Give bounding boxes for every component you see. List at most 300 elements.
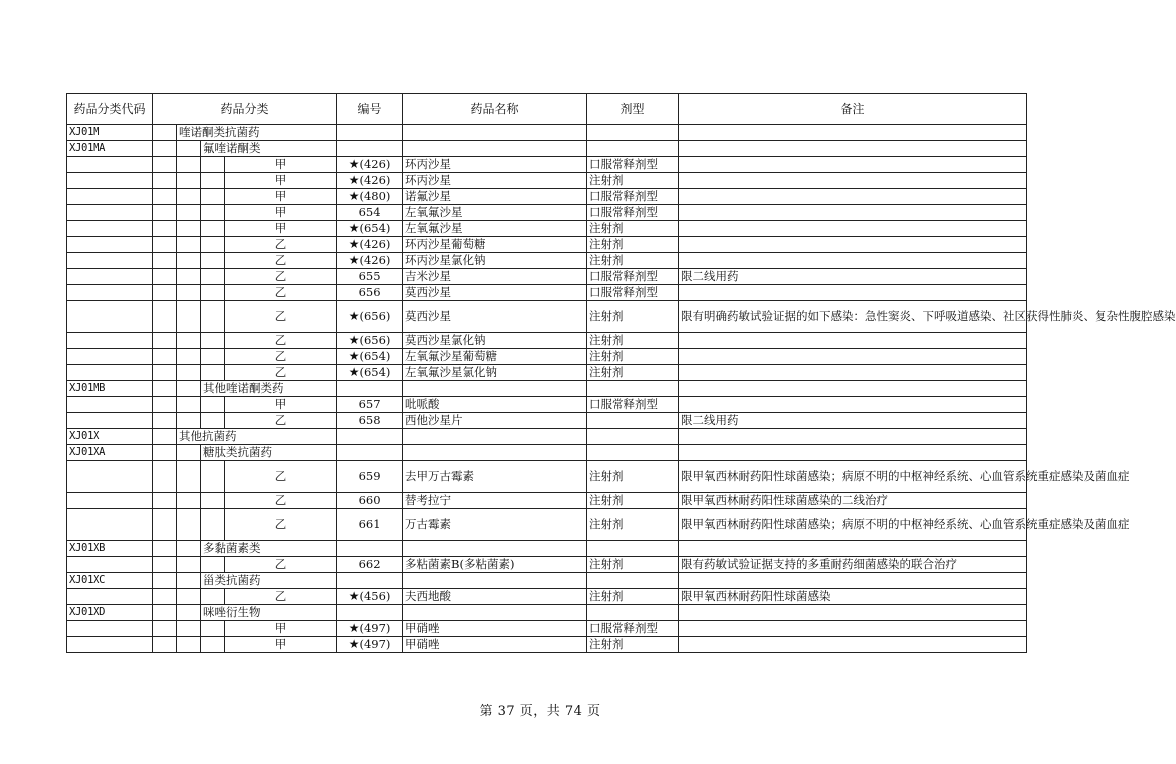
star-icon: ★	[348, 173, 360, 187]
drug-number	[337, 621, 403, 637]
indent-cell	[153, 429, 177, 445]
category-code: XJ01XD	[67, 605, 153, 621]
grade-cell: 乙	[225, 301, 337, 333]
table-row	[67, 397, 1027, 413]
remarks	[679, 637, 1027, 653]
subcategory-label: 其他喹诺酮类药	[201, 381, 337, 397]
table-row	[67, 141, 1027, 157]
category-code	[67, 301, 153, 333]
drug-number	[337, 365, 403, 381]
drug-number-text: 660	[358, 493, 381, 507]
drug-name: 莫西沙星	[403, 301, 587, 333]
indent-cell	[153, 573, 177, 589]
drug-name: 莫西沙星氯化钠	[403, 333, 587, 349]
drug-name-cell	[403, 141, 587, 157]
indent-cell	[201, 557, 225, 573]
category-code	[67, 253, 153, 269]
remarks-cell	[679, 141, 1027, 157]
indent-cell	[177, 189, 201, 205]
drug-number	[337, 269, 403, 285]
grade-cell: 乙	[225, 253, 337, 269]
drug-number-text: 656	[358, 285, 381, 299]
indent-cell	[201, 301, 225, 333]
indent-cell	[177, 253, 201, 269]
indent-cell	[177, 413, 201, 429]
dosage-form: 注射剂	[587, 493, 679, 509]
table-row	[67, 541, 1027, 557]
dosage-form-cell	[587, 445, 679, 461]
dosage-form: 口服常释剂型	[587, 285, 679, 301]
indent-cell	[153, 621, 177, 637]
category-code	[67, 621, 153, 637]
indent-cell	[153, 461, 177, 493]
drug-number	[337, 637, 403, 653]
drug-name-cell	[403, 445, 587, 461]
table-row	[67, 301, 1027, 333]
drug-name: 多粘菌素B(多粘菌素)	[403, 557, 587, 573]
category-code: XJ01XB	[67, 541, 153, 557]
category-code	[67, 237, 153, 253]
star-icon: ★	[348, 221, 360, 235]
indent-cell	[153, 637, 177, 653]
drug-number-text: (426)	[359, 237, 391, 251]
drug-number-text: (656)	[359, 309, 391, 323]
remarks-cell	[679, 125, 1027, 141]
category-code	[67, 157, 153, 173]
category-code	[67, 413, 153, 429]
drug-name: 吉米沙星	[403, 269, 587, 285]
indent-cell	[177, 621, 201, 637]
indent-cell	[201, 349, 225, 365]
dosage-form: 口服常释剂型	[587, 205, 679, 221]
indent-cell	[201, 173, 225, 189]
dosage-form: 注射剂	[587, 301, 679, 333]
remarks	[679, 621, 1027, 637]
category-label: 其他抗菌药	[177, 429, 337, 445]
number-cell	[337, 445, 403, 461]
remarks-cell	[679, 445, 1027, 461]
dosage-form-cell	[587, 605, 679, 621]
remarks: 限甲氧西林耐药阳性球菌感染；病原不明的中枢神经系统、心血管系统重症感染及菌血症	[679, 461, 1027, 493]
category-code	[67, 557, 153, 573]
remarks	[679, 205, 1027, 221]
drug-number	[337, 333, 403, 349]
drug-number-text: 659	[358, 469, 381, 483]
grade-cell: 乙	[225, 333, 337, 349]
table-row	[67, 381, 1027, 397]
dosage-form	[587, 413, 679, 429]
drug-name: 左氧氟沙星	[403, 205, 587, 221]
indent-cell	[201, 461, 225, 493]
dosage-form: 注射剂	[587, 365, 679, 381]
remarks-cell	[679, 541, 1027, 557]
header-category: 药品分类	[153, 94, 337, 125]
indent-cell	[177, 365, 201, 381]
remarks-cell	[679, 605, 1027, 621]
drug-name: 环丙沙星	[403, 173, 587, 189]
table-row	[67, 221, 1027, 237]
indent-cell	[177, 461, 201, 493]
remarks	[679, 349, 1027, 365]
grade-cell: 乙	[225, 269, 337, 285]
drug-name: 环丙沙星葡萄糖	[403, 237, 587, 253]
drug-name-cell	[403, 541, 587, 557]
indent-cell	[177, 301, 201, 333]
number-cell	[337, 125, 403, 141]
drug-name: 替考拉宁	[403, 493, 587, 509]
indent-cell	[177, 541, 201, 557]
drug-number	[337, 301, 403, 333]
dosage-form-cell	[587, 573, 679, 589]
grade-cell: 乙	[225, 557, 337, 573]
indent-cell	[177, 381, 201, 397]
drug-number-text: (426)	[359, 173, 391, 187]
header-code: 药品分类代码	[67, 94, 153, 125]
remarks	[679, 221, 1027, 237]
drug-name-cell	[403, 429, 587, 445]
dosage-form: 口服常释剂型	[587, 157, 679, 173]
category-code	[67, 461, 153, 493]
dosage-form: 口服常释剂型	[587, 269, 679, 285]
remarks: 限二线用药	[679, 413, 1027, 429]
header-drug-name: 药品名称	[403, 94, 587, 125]
star-icon: ★	[348, 253, 360, 267]
drug-number-text: 654	[358, 205, 381, 219]
subcategory-label: 咪唑衍生物	[201, 605, 337, 621]
dosage-form: 口服常释剂型	[587, 397, 679, 413]
indent-cell	[177, 285, 201, 301]
remarks-cell	[679, 381, 1027, 397]
remarks: 限甲氧西林耐药阳性球菌感染的二线治疗	[679, 493, 1027, 509]
star-icon: ★	[348, 589, 360, 603]
indent-cell	[201, 189, 225, 205]
indent-cell	[153, 557, 177, 573]
category-code: XJ01M	[67, 125, 153, 141]
category-code: XJ01XA	[67, 445, 153, 461]
grade-cell: 乙	[225, 589, 337, 605]
indent-cell	[153, 253, 177, 269]
table-row	[67, 573, 1027, 589]
star-icon: ★	[348, 237, 360, 251]
category-code	[67, 205, 153, 221]
grade-cell: 乙	[225, 461, 337, 493]
dosage-form-cell	[587, 141, 679, 157]
star-icon: ★	[348, 365, 360, 379]
star-icon: ★	[348, 333, 360, 347]
drug-number	[337, 285, 403, 301]
indent-cell	[201, 269, 225, 285]
drug-name: 夫西地酸	[403, 589, 587, 605]
drug-number	[337, 221, 403, 237]
grade-cell: 乙	[225, 509, 337, 541]
indent-cell	[177, 557, 201, 573]
drug-number	[337, 557, 403, 573]
table-row	[67, 205, 1027, 221]
category-label: 喹诺酮类抗菌药	[177, 125, 337, 141]
remarks	[679, 285, 1027, 301]
indent-cell	[201, 493, 225, 509]
remarks-cell	[679, 429, 1027, 445]
drug-name: 莫西沙星	[403, 285, 587, 301]
dosage-form: 注射剂	[587, 557, 679, 573]
indent-cell	[177, 493, 201, 509]
indent-cell	[177, 605, 201, 621]
grade-cell: 甲	[225, 221, 337, 237]
drug-name: 万古霉素	[403, 509, 587, 541]
indent-cell	[177, 269, 201, 285]
indent-cell	[177, 349, 201, 365]
number-cell	[337, 605, 403, 621]
indent-cell	[177, 333, 201, 349]
indent-cell	[153, 349, 177, 365]
indent-cell	[177, 141, 201, 157]
indent-cell	[153, 189, 177, 205]
dosage-form: 注射剂	[587, 349, 679, 365]
table-row	[67, 285, 1027, 301]
category-code	[67, 509, 153, 541]
drug-number	[337, 253, 403, 269]
header-number: 编号	[337, 94, 403, 125]
table-row	[67, 637, 1027, 653]
category-code	[67, 333, 153, 349]
indent-cell	[153, 157, 177, 173]
subcategory-label: 氟喹诺酮类	[201, 141, 337, 157]
table-row	[67, 557, 1027, 573]
grade-cell: 乙	[225, 349, 337, 365]
indent-cell	[153, 173, 177, 189]
indent-cell	[153, 413, 177, 429]
remarks	[679, 237, 1027, 253]
dosage-form: 注射剂	[587, 253, 679, 269]
grade-cell: 乙	[225, 413, 337, 429]
category-code	[67, 269, 153, 285]
drug-name: 吡哌酸	[403, 397, 587, 413]
drug-name: 甲硝唑	[403, 637, 587, 653]
indent-cell	[201, 413, 225, 429]
dosage-form: 注射剂	[587, 173, 679, 189]
category-code	[67, 349, 153, 365]
drug-name: 去甲万古霉素	[403, 461, 587, 493]
drug-number-text: (654)	[359, 349, 391, 363]
indent-cell	[153, 301, 177, 333]
dosage-form: 口服常释剂型	[587, 189, 679, 205]
table-row	[67, 493, 1027, 509]
indent-cell	[201, 157, 225, 173]
drug-number	[337, 493, 403, 509]
drug-name: 环丙沙星	[403, 157, 587, 173]
indent-cell	[153, 205, 177, 221]
number-cell	[337, 381, 403, 397]
indent-cell	[153, 381, 177, 397]
table-row	[67, 269, 1027, 285]
remarks: 限二线用药	[679, 269, 1027, 285]
drug-name-cell	[403, 573, 587, 589]
indent-cell	[177, 573, 201, 589]
grade-cell: 乙	[225, 365, 337, 381]
drug-number-text: 657	[358, 397, 381, 411]
drug-name: 左氧氟沙星	[403, 221, 587, 237]
indent-cell	[201, 637, 225, 653]
subcategory-label: 多黏菌素类	[201, 541, 337, 557]
indent-cell	[153, 237, 177, 253]
grade-cell: 甲	[225, 189, 337, 205]
table-row	[67, 189, 1027, 205]
indent-cell	[201, 253, 225, 269]
indent-cell	[177, 589, 201, 605]
drug-name: 环丙沙星氯化钠	[403, 253, 587, 269]
drug-number	[337, 589, 403, 605]
dosage-form: 口服常释剂型	[587, 621, 679, 637]
table-row	[67, 413, 1027, 429]
dosage-form: 注射剂	[587, 637, 679, 653]
indent-cell	[153, 445, 177, 461]
header-dosage-form: 剂型	[587, 94, 679, 125]
category-code	[67, 189, 153, 205]
drug-number-text: (654)	[359, 221, 391, 235]
table-row	[67, 509, 1027, 541]
drug-name-cell	[403, 381, 587, 397]
dosage-form: 注射剂	[587, 221, 679, 237]
drug-number	[337, 237, 403, 253]
indent-cell	[201, 333, 225, 349]
indent-cell	[153, 589, 177, 605]
indent-cell	[201, 205, 225, 221]
indent-cell	[201, 285, 225, 301]
remarks	[679, 189, 1027, 205]
remarks	[679, 173, 1027, 189]
indent-cell	[153, 365, 177, 381]
indent-cell	[177, 237, 201, 253]
drug-number-text: (656)	[359, 333, 391, 347]
drug-number	[337, 189, 403, 205]
remarks-cell	[679, 573, 1027, 589]
drug-number-text: (480)	[359, 189, 391, 203]
star-icon: ★	[348, 309, 360, 323]
dosage-form: 注射剂	[587, 237, 679, 253]
grade-cell: 甲	[225, 173, 337, 189]
drug-name-cell	[403, 605, 587, 621]
indent-cell	[177, 205, 201, 221]
dosage-form: 注射剂	[587, 509, 679, 541]
grade-cell: 甲	[225, 637, 337, 653]
indent-cell	[153, 269, 177, 285]
indent-cell	[153, 509, 177, 541]
star-icon: ★	[348, 637, 360, 651]
drug-catalog-table	[66, 93, 1176, 653]
drug-number-text: (497)	[359, 621, 391, 635]
grade-cell: 甲	[225, 621, 337, 637]
table-row	[67, 333, 1027, 349]
remarks	[679, 397, 1027, 413]
grade-cell: 乙	[225, 285, 337, 301]
dosage-form-cell	[587, 125, 679, 141]
remarks	[679, 365, 1027, 381]
table-row	[67, 365, 1027, 381]
indent-cell	[177, 173, 201, 189]
drug-number-text: (654)	[359, 365, 391, 379]
indent-cell	[177, 445, 201, 461]
drug-number	[337, 349, 403, 365]
drug-number	[337, 413, 403, 429]
table-row	[67, 605, 1027, 621]
indent-cell	[201, 509, 225, 541]
number-cell	[337, 573, 403, 589]
table-row	[67, 445, 1027, 461]
number-cell	[337, 141, 403, 157]
category-code: XJ01MA	[67, 141, 153, 157]
category-code	[67, 397, 153, 413]
number-cell	[337, 429, 403, 445]
indent-cell	[153, 125, 177, 141]
indent-cell	[201, 221, 225, 237]
table-row	[67, 237, 1027, 253]
indent-cell	[153, 141, 177, 157]
drug-name: 左氧氟沙星氯化钠	[403, 365, 587, 381]
category-code: XJ01XC	[67, 573, 153, 589]
indent-cell	[201, 397, 225, 413]
remarks: 限有药敏试验证据支持的多重耐药细菌感染的联合治疗	[679, 557, 1027, 573]
category-code: XJ01MB	[67, 381, 153, 397]
drug-number	[337, 173, 403, 189]
drug-number	[337, 157, 403, 173]
indent-cell	[201, 621, 225, 637]
drug-number-text: 662	[358, 557, 381, 571]
indent-cell	[177, 221, 201, 237]
table-row	[67, 125, 1027, 141]
star-icon: ★	[348, 349, 360, 363]
remarks	[679, 333, 1027, 349]
grade-cell: 甲	[225, 205, 337, 221]
indent-cell	[177, 637, 201, 653]
header-remarks: 备注	[679, 94, 1027, 125]
grade-cell: 甲	[225, 397, 337, 413]
remarks: 限甲氧西林耐药阳性球菌感染；病原不明的中枢神经系统、心血管系统重症感染及菌血症	[679, 509, 1027, 541]
subcategory-label: 糖肽类抗菌药	[201, 445, 337, 461]
subcategory-label: 甾类抗菌药	[201, 573, 337, 589]
grade-cell: 甲	[225, 157, 337, 173]
indent-cell	[201, 365, 225, 381]
category-code	[67, 285, 153, 301]
drug-number	[337, 509, 403, 541]
table-row	[67, 429, 1027, 445]
indent-cell	[177, 397, 201, 413]
drug-number-text: 658	[358, 413, 381, 427]
dosage-form: 注射剂	[587, 461, 679, 493]
drug-name: 左氧氟沙星葡萄糖	[403, 349, 587, 365]
grade-cell: 乙	[225, 493, 337, 509]
drug-name-cell	[403, 125, 587, 141]
drug-name: 甲硝唑	[403, 621, 587, 637]
drug-number-text: 655	[358, 269, 381, 283]
table-row	[67, 461, 1027, 493]
category-code	[67, 493, 153, 509]
table-row	[67, 253, 1027, 269]
drug-number-text: 661	[358, 517, 381, 531]
dosage-form-cell	[587, 429, 679, 445]
star-icon: ★	[348, 189, 360, 203]
drug-number-text: (426)	[359, 253, 391, 267]
drug-number	[337, 397, 403, 413]
drug-number-text: (426)	[359, 157, 391, 171]
dosage-form: 注射剂	[587, 589, 679, 605]
category-code	[67, 637, 153, 653]
indent-cell	[153, 397, 177, 413]
category-code	[67, 365, 153, 381]
grade-cell: 乙	[225, 237, 337, 253]
table-row	[67, 621, 1027, 637]
star-icon: ★	[348, 157, 360, 171]
table-row	[67, 349, 1027, 365]
